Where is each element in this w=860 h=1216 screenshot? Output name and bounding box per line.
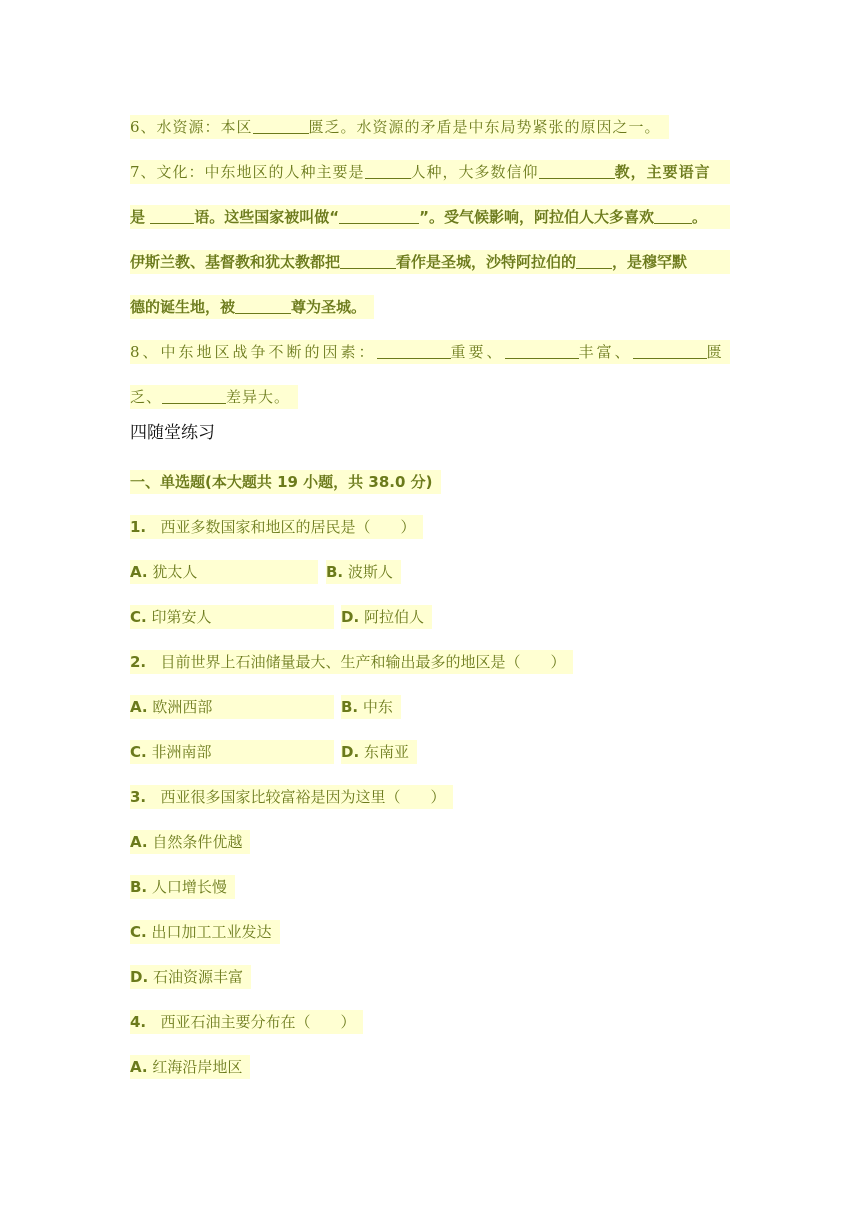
text-segment: 尊为圣城。 (291, 298, 367, 316)
option-letter: D. (130, 968, 149, 986)
fill-in-item-7-line-2 (130, 205, 730, 229)
question-number: 3. (130, 788, 147, 806)
part-title-text: 一、单选题(本大题共 19 小题，共 38.0 分) (130, 470, 441, 494)
option-text: 波斯人 (347, 563, 393, 581)
question-3-option-b[interactable] (130, 875, 235, 899)
text-segment: 6、水资源：本区 (130, 118, 253, 136)
option-letter: C. (130, 743, 147, 761)
blank (339, 207, 419, 224)
blank (253, 117, 309, 134)
text-segment: 语。这些国家被叫做“ (194, 208, 340, 226)
question-stem: 西亚很多国家比较富裕是因为这里（ ） (160, 788, 446, 806)
option-a[interactable] (130, 695, 334, 719)
fill-in-item-7-line-1 (130, 160, 730, 184)
option-d[interactable] (341, 740, 417, 764)
fill-in-item-8-line-1 (130, 340, 730, 364)
option-d[interactable] (341, 605, 432, 629)
option-text: 阿拉伯人 (363, 608, 424, 626)
option-c[interactable] (130, 740, 334, 764)
text-segment: 7、文化：中东地区的人种主要是 (130, 163, 365, 181)
blank (539, 162, 615, 179)
text-segment: 是 (130, 208, 146, 226)
option-letter: D. (341, 743, 360, 761)
blank (576, 252, 612, 269)
blank (162, 387, 226, 404)
question-1-stem (130, 515, 423, 539)
question-stem: 西亚多数国家和地区的居民是（ ） (160, 518, 416, 536)
text-segment: 人种，大多数信仰 (410, 163, 539, 181)
option-letter: A. (130, 698, 148, 716)
text-segment: 德的诞生地，被 (130, 298, 236, 316)
option-letter: C. (130, 923, 147, 941)
question-2-options-row-1 (130, 695, 393, 719)
option-text: 自然条件优越 (152, 833, 243, 851)
text-segment: 匮乏。水资源的矛盾是中东局势紧张的原因之一。 (308, 118, 661, 136)
option-text: 石油资源丰富 (152, 968, 243, 986)
option-text: 出口加工工业发达 (151, 923, 272, 941)
text-segment: 匮 (706, 343, 725, 361)
text-segment: 看作是圣城，沙特阿拉伯的 (396, 253, 577, 271)
option-letter: C. (130, 608, 147, 626)
option-letter: B. (341, 698, 359, 716)
question-stem: 目前世界上石油储量最大、生产和输出最多的地区是（ ） (160, 653, 566, 671)
text-segment: 差异大。 (226, 388, 291, 406)
option-letter: A. (130, 563, 148, 581)
text-segment: 伊斯兰教、基督教和犹太教都把 (130, 253, 341, 271)
option-text: 印第安人 (151, 608, 212, 626)
question-number: 2. (130, 653, 147, 671)
option-text: 红海沿岸地区 (152, 1058, 243, 1076)
blank (505, 342, 579, 359)
option-letter: A. (130, 1058, 148, 1076)
option-text: 犹太人 (152, 563, 198, 581)
question-3-option-d[interactable] (130, 965, 251, 989)
part-title (130, 470, 441, 494)
fill-in-item-8-line-2 (130, 385, 298, 409)
text-segment: 。 (691, 208, 707, 226)
option-text: 东南亚 (363, 743, 409, 761)
blank (340, 252, 396, 269)
question-3-stem (130, 785, 453, 809)
blank (654, 207, 692, 224)
option-letter: A. (130, 833, 148, 851)
question-1-options-row-2 (130, 605, 424, 629)
option-a[interactable] (130, 560, 318, 584)
option-c[interactable] (130, 605, 334, 629)
text-segment: 乏、 (130, 388, 163, 406)
option-letter: B. (130, 878, 148, 896)
blank (365, 162, 411, 179)
option-letter: B. (326, 563, 344, 581)
question-3-option-c[interactable] (130, 920, 280, 944)
question-4-stem (130, 1010, 363, 1034)
option-text: 中东 (362, 698, 393, 716)
question-2-options-row-2 (130, 740, 409, 764)
text-segment: 重要、 (450, 343, 505, 361)
question-stem: 西亚石油主要分布在（ ） (160, 1013, 356, 1031)
option-b[interactable] (326, 560, 401, 584)
text-segment: ，是穆罕默 (612, 253, 688, 271)
fill-in-item-7-line-3 (130, 250, 730, 274)
text-segment: ”。受气候影响，阿拉伯人大多喜欢 (419, 208, 654, 226)
text-segment: 8、中东地区战争不断的因素： (130, 343, 377, 361)
blank (150, 207, 194, 224)
question-3-option-a[interactable] (130, 830, 250, 854)
text-segment: 教，主要语言 (614, 163, 711, 181)
question-number: 4. (130, 1013, 147, 1031)
question-4-option-a[interactable] (130, 1055, 250, 1079)
blank (633, 342, 707, 359)
option-text: 人口增长慢 (151, 878, 227, 896)
section-title: 四随堂练习 (130, 423, 215, 443)
option-text: 欧洲西部 (152, 698, 213, 716)
option-b[interactable] (341, 695, 401, 719)
text-segment: 丰富、 (578, 343, 633, 361)
blank (235, 297, 291, 314)
question-number: 1. (130, 518, 147, 536)
fill-in-item-7-line-4 (130, 295, 374, 319)
fill-in-item-6 (130, 115, 669, 139)
blank (377, 342, 451, 359)
option-letter: D. (341, 608, 360, 626)
option-text: 非洲南部 (151, 743, 212, 761)
question-2-stem (130, 650, 573, 674)
question-1-options-row-1 (130, 560, 393, 584)
